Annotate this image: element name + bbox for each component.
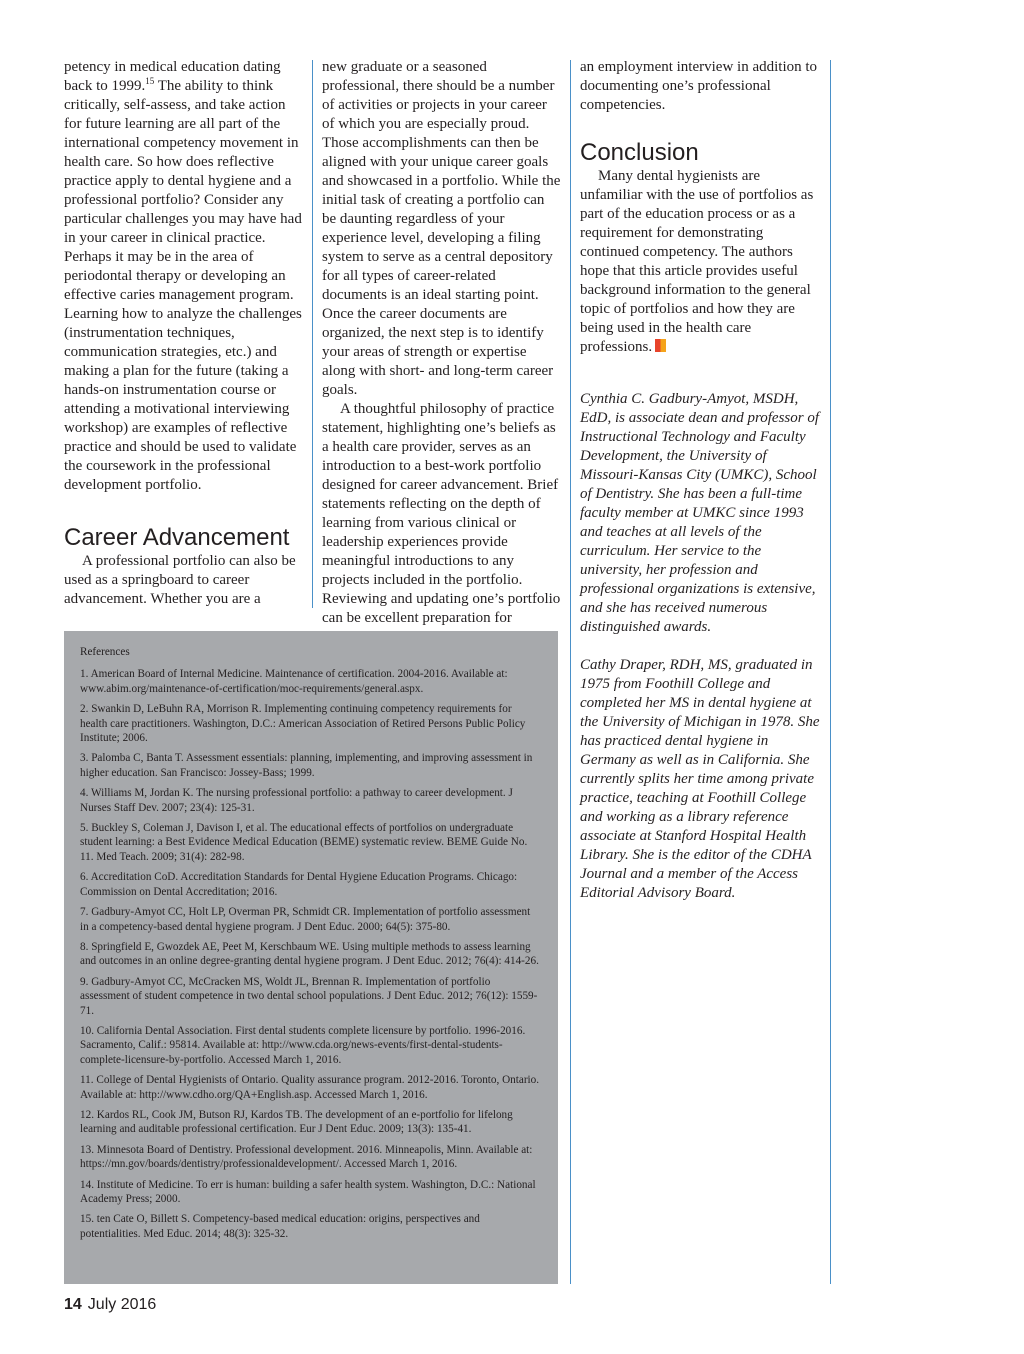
reference-item: 6. Accreditation CoD. Accreditation Standards for Dental Hygiene Education Programs. Chicago: Commission on Dental Accreditation; 2016. — [80, 871, 518, 898]
article-column-3 — [580, 58, 820, 903]
reference-item: 5. Buckley S, Coleman J, Davison I, et al. The educational effects of portfolios on undergraduate student learning: a Best Evidence Medical Education (BEME) systematic review. BEME Guide No. 11. Med Teach. 2009; 31(4): 282-98. — [80, 822, 528, 863]
page-footer — [64, 1296, 156, 1314]
paragraph-reflective-practice: petency in medical education dating back to 1999.15 The ability to think critically, self-assess, and take action for future learning are all part of the international competency movement in health care. So how does reflective practice apply to dental hygiene and a professional portfolio? Consider any particular challenges you may have had in your career in clinical practice. Perhaps it may be in the area of periodontal therapy or developing an effective caries management program. Learning how to analyze the challenges (instrumentation techniques, communication strategies, etc.) and making a plan for the future (taking a hands-on instrumentation course or attending a motivational interviewing workshop) are examples of reflective practice and should be used to validate the coursework in the professional development portfolio. — [64, 59, 302, 493]
end-of-article-icon — [655, 339, 666, 352]
column-rule-2 — [570, 60, 571, 1284]
reference-item: 1. American Board of Internal Medicine. Maintenance of certification. 2004-2016. Available at: www.abim.org/maintenance-of-certification/moc-requirements/general.aspx. — [80, 668, 508, 695]
article-column-2 — [322, 58, 562, 628]
reference-item: 3. Palomba C, Banta T. Assessment essentials: planning, implementing, and improving assessment in higher education. San Francisco: Jossey-Bass; 1999. — [80, 752, 533, 779]
references-box — [64, 631, 558, 1284]
paragraph-interview: an employment interview in addition to documenting one’s professional competencies. — [580, 59, 818, 113]
author-bio-draper: Cathy Draper, RDH, MS, graduated in 1975 from Foothill College and completed her MS in dental hygiene at the University of Michigan in 1978. She has practiced dental hygiene in Germany as well as in California. She currently splits her time among private practice, teaching at Foothill College and working as a library reference associate at Stanford Hospital Health Library. She is the editor of the CDHA Journal and a member of the Access Editorial Advisory Board. — [580, 657, 820, 901]
page-number: 14 — [64, 1296, 82, 1313]
reference-item: 13. Minnesota Board of Dentistry. Professional development. 2016. Minneapolis, Minn. Available at: https://mn.gov/boards/dentistry/professionaldevelopment/. Accessed March 1, 2016. — [80, 1143, 533, 1171]
reference-item: 7. Gadbury-Amyot CC, Holt LP, Overman PR, Schmidt CR. Implementation of portfolio assessment in a competency-based dental hygiene program. J Dent Educ. 2000; 64(5): 375-80. — [80, 906, 531, 933]
reference-item: 9. Gadbury-Amyot CC, McCracken MS, Woldt JL, Brennan R. Implementation of portfolio assessment of student competence in two dental school populations. J Dent Educ. 2012; 76(12): 1559-71. — [80, 975, 538, 1017]
references-list — [80, 667, 540, 1241]
reference-item: 14. Institute of Medicine. To err is human: building a safer health system. Washington, D.C.: National Academy Press; 2000. — [80, 1178, 536, 1205]
column-rule-3 — [830, 60, 831, 1284]
reference-item: 8. Springfield E, Gwozdek AE, Peet M, Kerschbaum WE. Using multiple methods to assess learning and outcomes in an online degree-granting dental hygiene program. J Dent Educ. 2012; 76(4): 414-26. — [80, 940, 539, 968]
reference-item: 2. Swankin D, LeBuhn RA, Morrison R. Implementing continuing competency requirements for health care practitioners. Washington, D.C.: American Association of Retired Persons Public Policy Institute; 2006. — [80, 703, 526, 745]
author-bio-gadbury-amyot: Cynthia C. Gadbury-Amyot, MSDH, EdD, is associate dean and professor of Instructional Technology and Faculty Development, the University of Missouri-Kansas City (UMKC), School of Dentistry. She has been a full-time faculty member at UMKC since 1993 and teaches at all levels of the curriculum. Her service to the university, her profession and professional organizations is extensive, and she has received numerous distinguished awards. — [580, 391, 820, 635]
paragraph-career-advancement: A professional portfolio can also be used as a springboard to career advancement. Whether you are a — [64, 553, 296, 607]
issue-date: July 2016 — [87, 1296, 157, 1313]
references-heading: References — [80, 646, 130, 658]
reference-item: 11. College of Dental Hygienists of Ontario. Quality assurance program. 2012-2016. Toronto, Ontario. Available at: http://www.cdho.org/QA+English.asp. Accessed March 1, 2016. — [80, 1074, 540, 1101]
footnote-ref: 15 — [145, 76, 155, 86]
reference-item: 10. California Dental Association. First dental students complete licensure by portfolio. 1996-2016. Sacramento, Calif.: 95814. Available at: http://www.cda.org/news-events/first-dental-students-complete-licensure-by-portfolio. Accessed March 1, 2016. — [80, 1024, 526, 1066]
reference-item: 15. ten Cate O, Billett S. Competency‐based medical education: origins, perspectives and potentialities. Med Educ. 2014; 48(3): 325-32. — [80, 1213, 480, 1240]
reference-item: 12. Kardos RL, Cook JM, Butson RJ, Kardos TB. The development of an e-portfolio for lifelong learning and auditable professional certification. Eur J Dent Educ. 2009; 13(3): 135-41. — [80, 1108, 513, 1136]
paragraph-philosophy-statement: A thoughtful philosophy of practice statement, highlighting one’s beliefs as a health care provider, serves as an introduction to a best-work portfolio designed for career advancement. Brief statements reflecting on the depth of learning from various clinical or leadership experiences provide meaningful introductions to any projects included in the portfolio. Reviewing and updating one’s portfolio can be excellent preparation for — [322, 401, 561, 626]
reference-item: 4. Williams M, Jordan K. The nursing professional portfolio: a pathway to career development. J Nurses Staff Dev. 2007; 23(4): 125-31. — [80, 787, 513, 814]
paragraph-conclusion: Many dental hygienists are unfamiliar with the use of portfolios as part of the education process or as a requirement for demonstrating continued competency. The authors hope that this article provides useful background information to the general topic of portfolios and how they are being used in the health care professions. — [580, 168, 814, 355]
column-rule-1 — [312, 60, 313, 608]
paragraph-career-goals: new graduate or a seasoned professional, there should be a number of activities or projects in your career of which you are especially proud. Those accomplishments can then be aligned with your unique career goals and showcased in a portfolio. While the initial task of creating a portfolio can be daunting regardless of your experience level, developing a filing system to serve as a central depository for all types of career-related documents is an ideal starting point. Once the career documents are organized, the next step is to identify your areas of strength or expertise along with short- and long-term career goals. — [322, 59, 561, 398]
section-heading-career-advancement: Career Advancement — [64, 524, 290, 551]
article-column-1 — [64, 58, 302, 609]
section-heading-conclusion: Conclusion — [580, 139, 699, 166]
